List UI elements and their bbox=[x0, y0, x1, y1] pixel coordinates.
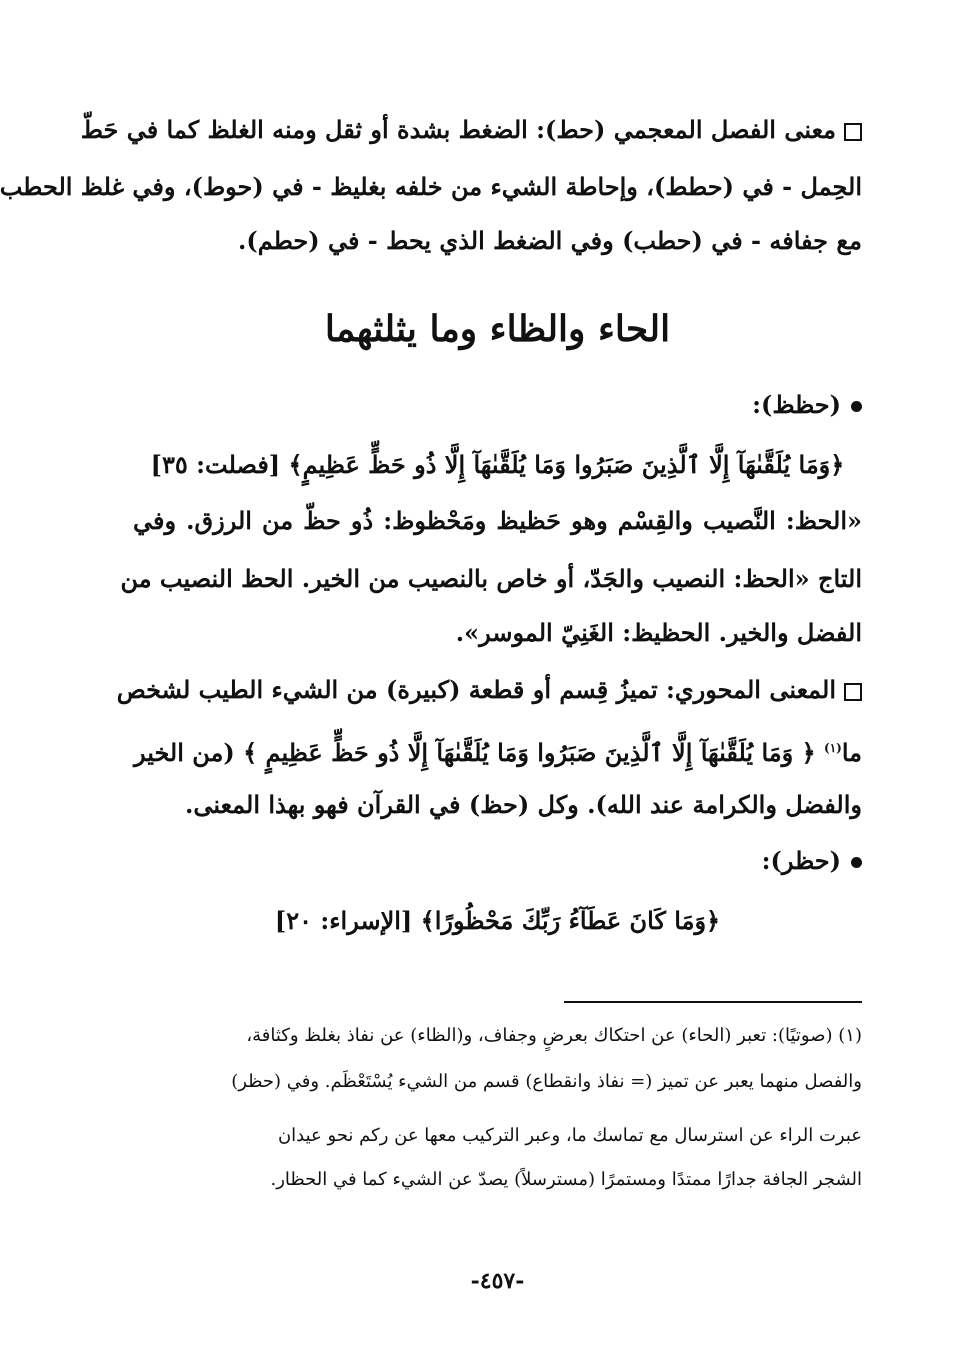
bullet-icon bbox=[851, 857, 862, 868]
section-heading: الحاء والظاء وما يثلثهما bbox=[324, 308, 671, 350]
core-meaning-text-1: المعنى المحوري: تميزُ قِسم أو قطعة (كبيرة) من الشيء الطيب لشخص bbox=[116, 675, 836, 704]
intro-text-1: معنى الفصل المعجمي (حط): الضغط بشدة أو ثقل ومنه الغلظ كما في حَطّ bbox=[80, 115, 836, 144]
bullet-icon bbox=[851, 401, 862, 412]
core-meaning-verse: ﴿ وَمَا يُلَقَّىٰهَآ إِلَّا ٱلَّذِينَ صَبَرُوا وَمَا يُلَقَّىٰهَآ إِلَّا ذُو حَظٍّ عَظِيمٍ ﴾ (من الخير bbox=[133, 738, 824, 767]
entry-title-hzr bbox=[133, 834, 862, 888]
entry-title-text: (حظر): bbox=[761, 846, 841, 875]
core-meaning-line-1 bbox=[116, 663, 862, 717]
footnote-reference[interactable]: (١) bbox=[824, 741, 842, 755]
entry-title-text: (حظظ): bbox=[752, 390, 841, 419]
footnote-line-3: عبرت الراء عن استرسال مع تماسك ما، وعبر التركيب معها عن ركم نحو عيدان bbox=[277, 1125, 862, 1146]
square-marker-icon bbox=[844, 123, 862, 141]
footnote-divider bbox=[564, 1001, 862, 1003]
square-marker-icon bbox=[844, 683, 862, 701]
core-meaning-line-2 bbox=[133, 721, 862, 780]
core-meaning-word: ما bbox=[841, 738, 862, 767]
definition-line-3: الفضل والخير. الحظيظ: الغَنِيّ الموسر». bbox=[455, 618, 862, 647]
intro-line-1 bbox=[80, 103, 862, 157]
page-number: -٤٥٧- bbox=[470, 1268, 525, 1294]
intro-line-2: الحِمل - في (حطط)، وإحاطة الشيء من خلفه بغليظ - في (حوط)، وفي غلظ الحطب bbox=[0, 172, 862, 201]
definition-line-1: «الحظ: النَّصيب والقِسْم وهو حَظيظ ومَحْظوظ: ذُو حظّ من الرزق. وفي bbox=[133, 506, 862, 535]
verse-hzz: ﴿وَمَا يُلَقَّىٰهَآ إِلَّا ٱلَّذِينَ صَبَرُوا وَمَا يُلَقَّىٰهَآ إِلَّا ذُو حَظٍّ عَظِيمٍ﴾ [فصلت: ٣٥] bbox=[150, 450, 845, 479]
entry-title-hzz bbox=[133, 378, 862, 432]
footnote-line-2: والفصل منهما يعبر عن تميز (= نفاذ وانقطاع) قسم من الشيء يُسْتَعْظَم. وفي (حظر) bbox=[231, 1071, 862, 1092]
verse-hzr: ﴿وَمَا كَانَ عَطَآءُ رَبِّكَ مَحْظُورًا﴾ [الإسراء: ٢٠] bbox=[274, 906, 721, 935]
intro-line-3: مع جفافه - في (حطب) وفي الضغط الذي يحط - في (حطم). bbox=[238, 226, 862, 255]
definition-line-2: التاج «الحظ: النصيب والجَدّ، أو خاص بالنصيب من الخير. الحظ النصيب من bbox=[120, 564, 862, 593]
footnote-line-1: (١) (صوتيًا): تعبر (الحاء) عن احتكاك بعرضٍ وجفاف، و(الظاء) عن نفاذ بغلظ وكثافة، bbox=[246, 1025, 862, 1046]
footnote-line-4: الشجر الجافة جدارًا ممتدًا ومستمرًا (مسترسلاً) يصدّ عن الشيء كما في الحظار. bbox=[270, 1169, 862, 1190]
core-meaning-line-3: والفضل والكرامة عند الله). وكل (حظ) في القرآن فهو بهذا المعنى. bbox=[184, 790, 862, 819]
